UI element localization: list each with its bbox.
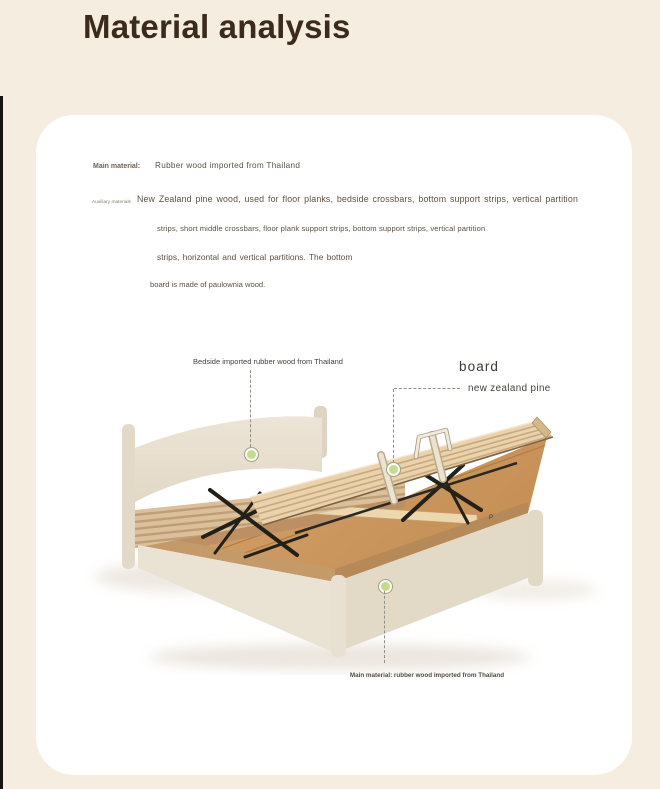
bed-leg-front bbox=[331, 575, 346, 657]
main-material-label: Main material: bbox=[93, 163, 141, 170]
leader-line-dashed bbox=[250, 370, 251, 447]
callout-board-title: board bbox=[459, 359, 500, 374]
auxiliary-materials-line: New Zealand pine wood, used for floor planks, bedside crossbars, bottom support strips, vertical partition bbox=[137, 194, 578, 204]
marker-dot-icon bbox=[245, 448, 258, 461]
marker-dot-icon bbox=[379, 580, 392, 593]
callout-board-subtitle: new zealand pine bbox=[468, 383, 551, 394]
leader-line-dashed bbox=[384, 591, 385, 663]
bed-leg-right bbox=[528, 510, 543, 586]
box-marking: P bbox=[489, 515, 494, 521]
leader-line-dashed bbox=[394, 388, 460, 389]
auxiliary-materials-label: Auxiliary materials bbox=[92, 200, 131, 205]
auxiliary-materials-line: strips, short middle crossbars, floor plank support strips, bottom support strips, vertical partition bbox=[157, 224, 486, 233]
auxiliary-materials-line: board is made of paulownia wood. bbox=[150, 280, 266, 289]
headboard-post-left bbox=[122, 424, 135, 569]
marker-dot-icon bbox=[387, 463, 400, 476]
page-title: Material analysis bbox=[83, 8, 351, 45]
left-edge-strip bbox=[0, 96, 3, 789]
callout-bottom-label: Main material: rubber wood imported from Thailand bbox=[349, 672, 505, 679]
leader-line-dashed bbox=[393, 389, 394, 463]
auxiliary-materials-line: strips, horizontal and vertical partitions. The bottom bbox=[157, 252, 353, 262]
callout-headboard-label: Bedside imported rubber wood from Thailand bbox=[193, 357, 343, 366]
main-material-value: Rubber wood imported from Thailand bbox=[155, 161, 301, 170]
bed-product-photo bbox=[85, 385, 645, 675]
